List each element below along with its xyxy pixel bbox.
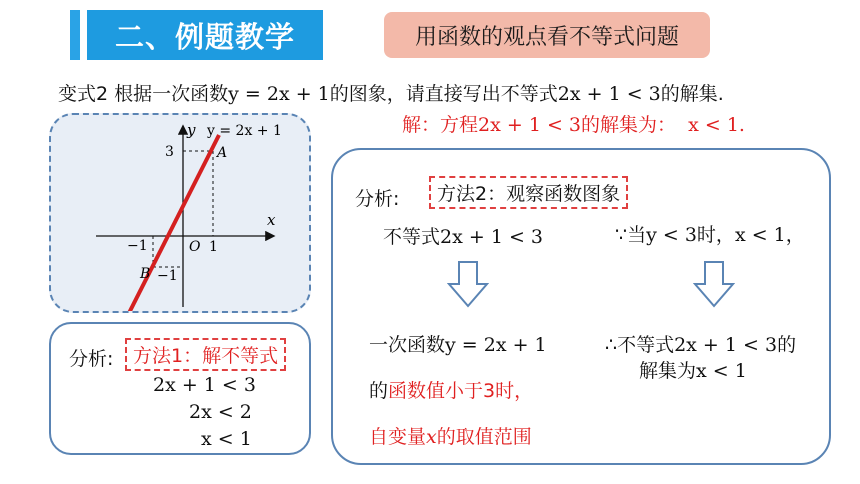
solution-prefix: 解：方程 bbox=[402, 114, 479, 136]
line-equation-label: y = 2x + 1 bbox=[207, 123, 282, 139]
left-top-text: 不等式 bbox=[383, 226, 441, 248]
left-top-expr: 2x + 1 < 3 bbox=[440, 226, 543, 248]
tick-xm1: −1 bbox=[127, 238, 148, 254]
point-b-label: B bbox=[140, 266, 151, 282]
method1-title: 方法1：解不等式 bbox=[125, 338, 286, 371]
right-mid2-expr: x < 1 bbox=[696, 360, 747, 382]
function-graph bbox=[51, 115, 311, 313]
method2-panel bbox=[331, 148, 831, 465]
y-axis-label: y bbox=[187, 121, 196, 139]
method2-left-mid bbox=[369, 330, 547, 357]
left-line3-prefix: 的 bbox=[369, 380, 389, 402]
method2-left-top bbox=[383, 222, 543, 249]
section-title bbox=[87, 10, 323, 60]
right-mid-prefix: ∴不等式 bbox=[605, 334, 675, 356]
right-top-prefix: ∵当 bbox=[615, 224, 647, 246]
function-line bbox=[129, 135, 219, 313]
solution-answer: x < 1. bbox=[688, 114, 745, 136]
problem-prefix: 变式2 根据一次函数 bbox=[58, 83, 229, 105]
method2-left-line3 bbox=[369, 376, 533, 403]
tick-y3: 3 bbox=[165, 144, 174, 160]
solution-statement bbox=[402, 110, 745, 137]
problem-function: y = 2x + 1 bbox=[228, 83, 330, 105]
solution-inequality: 2x + 1 < 3 bbox=[478, 114, 581, 136]
left-line3-highlight: 函数值小于3时， bbox=[388, 380, 534, 402]
accent-bar bbox=[70, 10, 80, 60]
right-top-expr2: x < 1 bbox=[734, 224, 786, 246]
method1-panel bbox=[49, 322, 311, 455]
method1-step-2: 2x < 2 bbox=[189, 401, 252, 423]
right-top-mid: 时， bbox=[696, 224, 735, 246]
problem-inequality: 2x + 1 < 3 bbox=[557, 83, 661, 105]
problem-middle: 的图象，请直接写出不等式 bbox=[329, 83, 558, 105]
down-arrow-right-icon bbox=[693, 260, 735, 308]
left-line4-var: x bbox=[426, 426, 437, 448]
method2-right-mid2 bbox=[639, 356, 747, 383]
method1-analysis-label: 分析: bbox=[69, 348, 114, 370]
down-arrow-left-icon bbox=[447, 260, 489, 308]
origin-label: O bbox=[189, 239, 201, 255]
method2-right-top bbox=[615, 220, 805, 247]
topic-text: 用函数的观点看不等式问题 bbox=[414, 24, 679, 50]
method2-title: 方法2：观察函数图象 bbox=[429, 176, 628, 209]
tick-x1: 1 bbox=[209, 239, 218, 255]
method2-analysis-label: 分析: bbox=[355, 188, 400, 210]
method2-right-mid bbox=[605, 330, 796, 357]
point-a-label: A bbox=[217, 145, 228, 161]
topic-banner bbox=[384, 12, 710, 58]
right-mid2-text: 解集为 bbox=[639, 360, 697, 382]
right-top-expr1: y < 3 bbox=[646, 224, 697, 246]
graph-panel bbox=[49, 113, 311, 313]
left-mid-expr: y = 2x + 1 bbox=[445, 334, 547, 356]
solution-middle: 的解集为： bbox=[581, 114, 677, 136]
problem-statement bbox=[58, 79, 724, 106]
section-title-text: 二、例题教学 bbox=[114, 19, 295, 54]
left-line4-end: 的取值范围 bbox=[436, 426, 532, 448]
right-mid-suffix: 的 bbox=[777, 334, 797, 356]
right-top-suffix: ， bbox=[785, 224, 805, 246]
tick-ym1: −1 bbox=[157, 268, 178, 284]
method1-step-3: x < 1 bbox=[201, 428, 252, 450]
method1-step-1: 2x + 1 < 3 bbox=[153, 374, 256, 396]
problem-suffix: 的解集. bbox=[660, 83, 724, 105]
right-mid-expr: 2x + 1 < 3 bbox=[674, 334, 778, 356]
left-line4-text: 自变量 bbox=[369, 426, 427, 448]
x-axis-label: x bbox=[267, 211, 276, 229]
method2-left-line4 bbox=[369, 422, 532, 449]
left-mid-text: 一次函数 bbox=[369, 334, 446, 356]
